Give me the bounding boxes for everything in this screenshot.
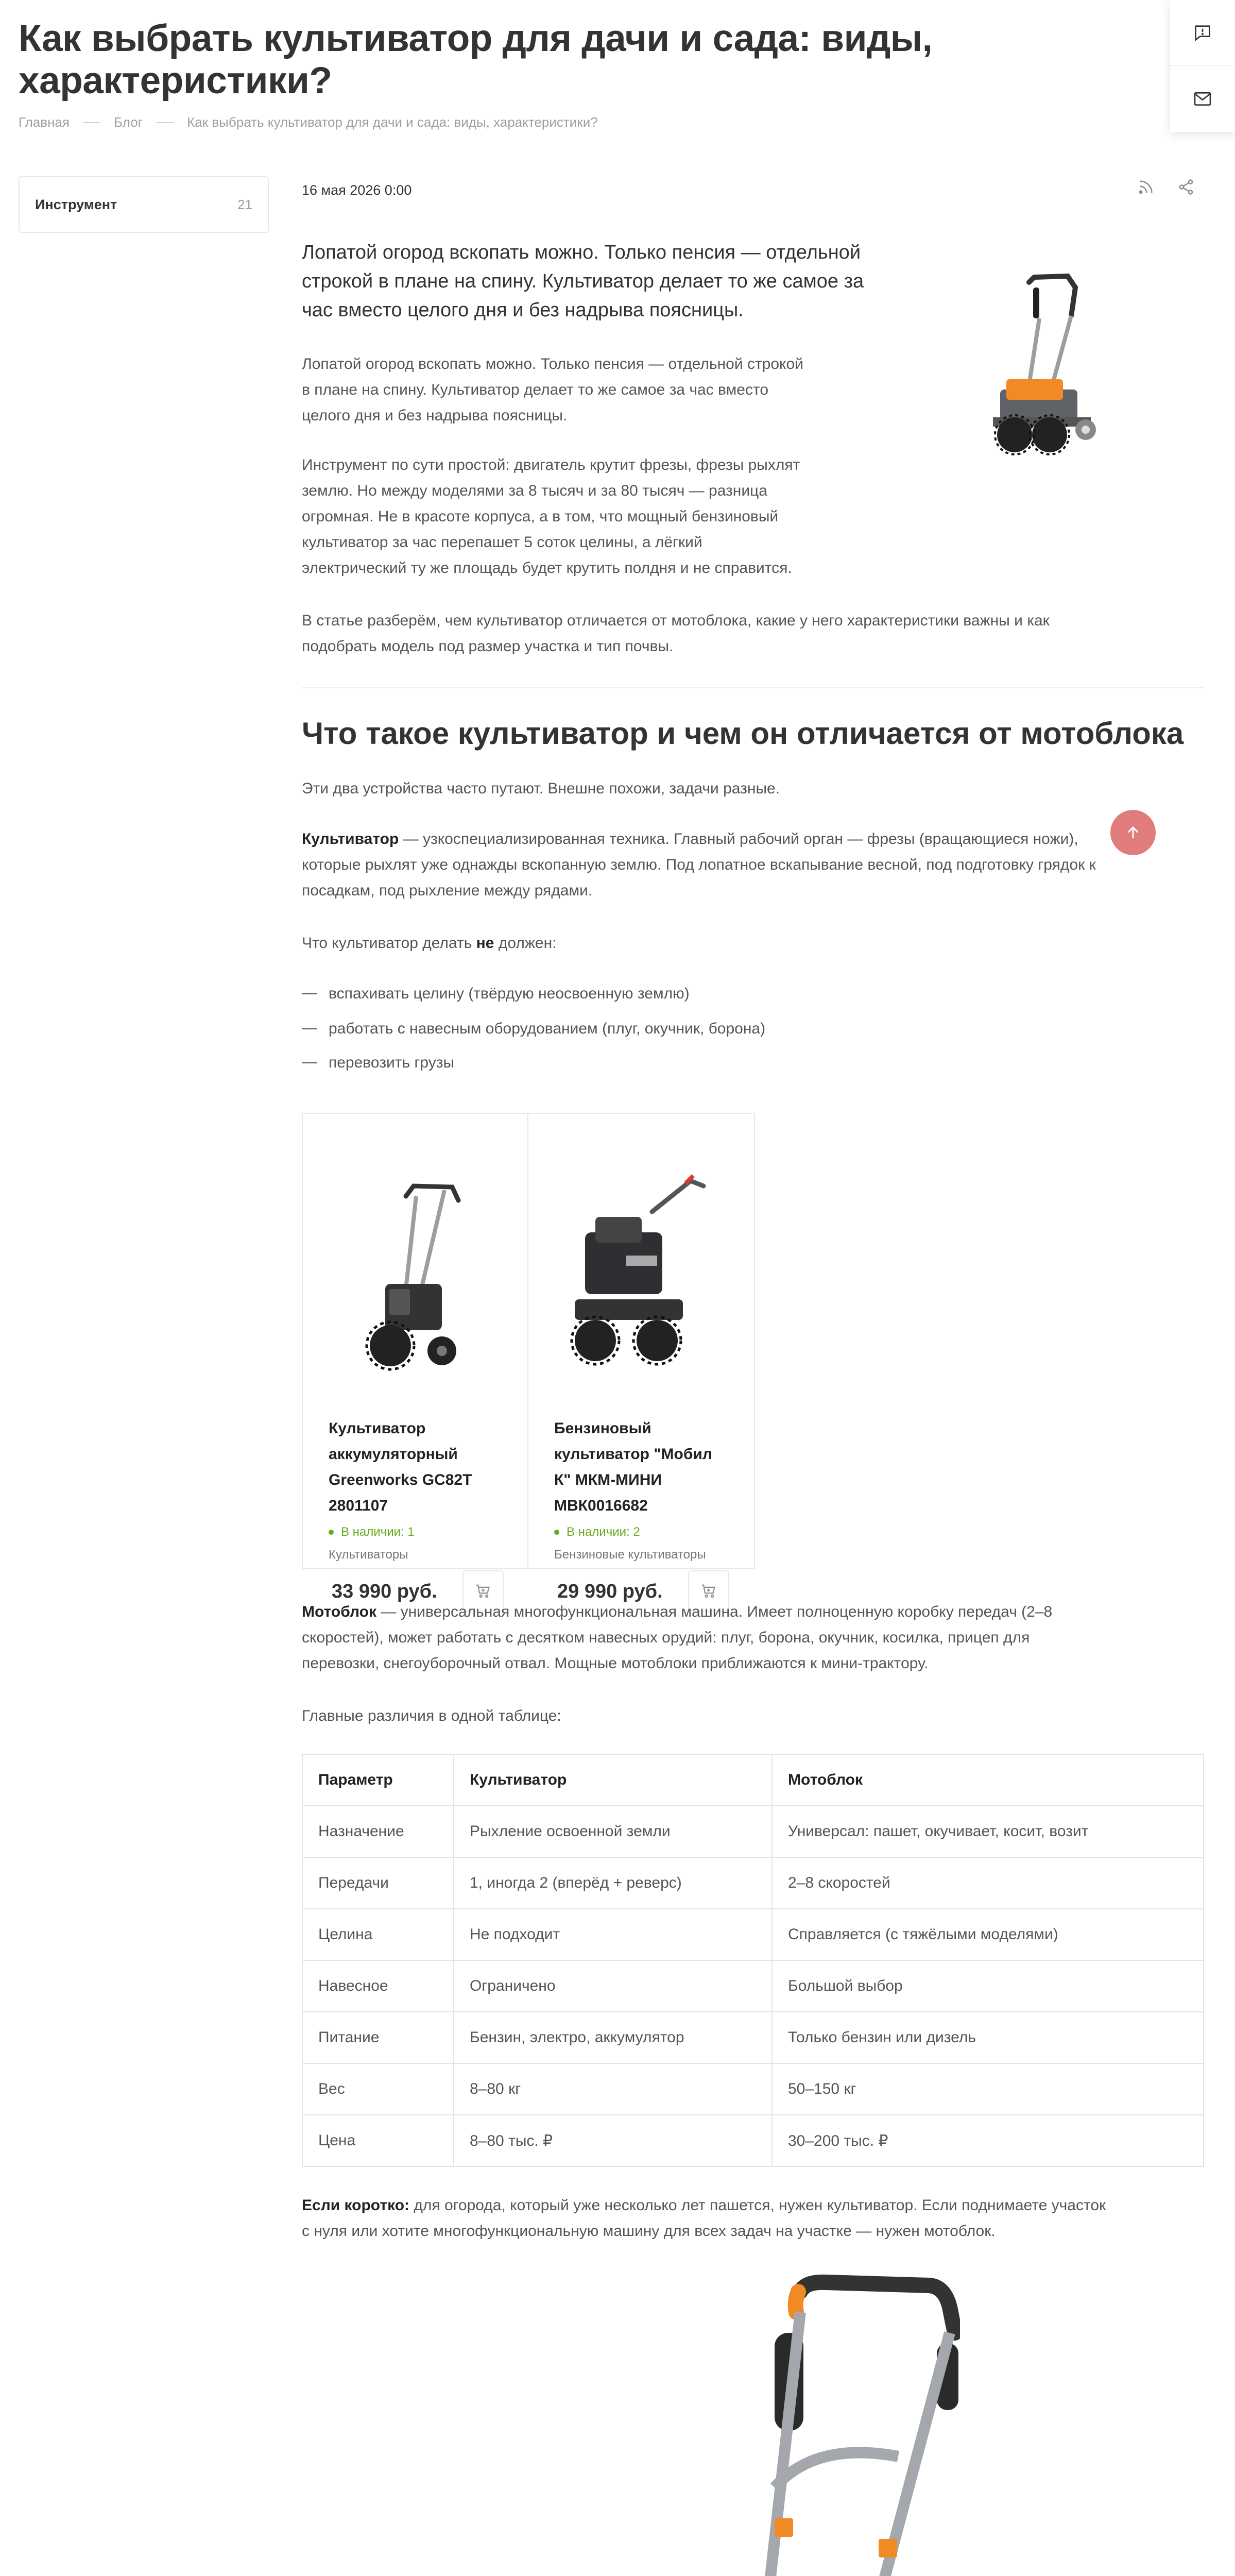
- stock-dot-icon: [554, 1530, 559, 1535]
- text-line: культиватор "Мобил: [554, 1446, 712, 1463]
- table-row: [302, 2115, 1204, 2166]
- text-line: в плане на спину. Культиватор делает то же самое за час вместо: [302, 381, 769, 398]
- text-line: посадкам, под рыхление между рядами.: [302, 882, 593, 899]
- table-cell: Ограничено: [454, 1960, 772, 2012]
- table-cell: 2–8 скоростей: [772, 1857, 1204, 1909]
- paragraph-article-plan: [302, 608, 1050, 659]
- product-category: Культиваторы: [329, 1548, 408, 1562]
- text-line: МВК0016682: [554, 1497, 648, 1514]
- sidebar-item-instrument[interactable]: [19, 176, 269, 233]
- table-row: [302, 1909, 1204, 1960]
- page-title: Как выбрать культиватор для дачи и сада: виды, характеристики?: [19, 18, 933, 101]
- mail-button[interactable]: [1170, 66, 1235, 132]
- text-line: с нуля или хотите многофункциональную машину для всех задач на участке — нужен мотоблок.: [302, 2223, 996, 2240]
- rss-icon: [1137, 178, 1155, 196]
- text-line: — узкоспециализированная техника. Главный рабочий орган — фрезы (вращающиеся ножи),: [399, 831, 1078, 848]
- list-item: [302, 985, 690, 1003]
- text-fragment: должен:: [494, 935, 557, 952]
- cultivator-large-image: [548, 2271, 960, 2576]
- text-line: культиватор за час перепашет 5 соток целины, а лёгкий: [302, 534, 702, 551]
- comparison-table: [302, 1754, 1204, 2167]
- table-cell: 1, иногда 2 (вперёд + реверс): [454, 1857, 772, 1909]
- article-date: 16 мая 2026 0:00: [302, 182, 412, 198]
- breadcrumb-home[interactable]: Главная: [19, 114, 70, 130]
- text-line: Бензиновый: [554, 1420, 651, 1437]
- list-item: [302, 1020, 765, 1038]
- product-card[interactable]: [303, 1114, 528, 1602]
- text-line: землю. Но между моделями за 8 тысяч и за 80 тысяч — разница: [302, 482, 767, 499]
- stock-status: [329, 1525, 415, 1539]
- text-line: которые рыхлят уже однажды вскопанную землю. Под лопатное вскапывание весной, под подготовку грядок к: [302, 856, 1096, 873]
- table-cell: 50–150 кг: [772, 2063, 1204, 2115]
- text-line: Greenworks GC82T: [329, 1471, 472, 1488]
- sidebar-item-count: 21: [237, 196, 252, 212]
- article-actions: [1137, 178, 1195, 198]
- paragraph-confusion: Эти два устройства часто путают. Внешне похожи, задачи разные.: [302, 780, 780, 797]
- share-button[interactable]: [1177, 178, 1195, 198]
- section-heading-difference: Что такое культиватор и чем он отличается от мотоблока: [302, 716, 1184, 751]
- intro-paragraph: [302, 351, 803, 429]
- table-cell: Целина: [302, 1909, 454, 1960]
- table-cell: 30–200 тыс. ₽: [772, 2115, 1204, 2166]
- product-name[interactable]: [329, 1416, 514, 1519]
- breadcrumb: [19, 114, 598, 130]
- text-line: — универсальная многофункциональная машина. Имеет полноценную коробку передач (2–8: [376, 1603, 1053, 1620]
- mail-icon: [1192, 89, 1213, 109]
- article-lead: Лопатой огород вскопать можно. Только пенсия — отдельной строкой в плане на спину. Культиватор делает то же самое за час вместо целого дня и без надрыва поясницы.: [302, 242, 864, 321]
- text-line: перевозки, снегоуборочный отвал. Мощные мотоблоки приближаются к мини-трактору.: [302, 1655, 929, 1672]
- stock-dot-icon: [329, 1530, 334, 1535]
- table-cell: Цена: [302, 2115, 454, 2166]
- text-line: скоростей), может работать с десятком навесных орудий: плуг, борона, окучник, косилка, прицеп для: [302, 1629, 1030, 1646]
- summary-term: Если коротко:: [302, 2197, 410, 2214]
- list-item-text: вспахивать целину (твёрдую неосвоенную землю): [329, 985, 690, 1002]
- share-icon: [1177, 178, 1195, 196]
- table-header-row: [302, 1754, 1204, 1806]
- table-cell: Передачи: [302, 1857, 454, 1909]
- text-line: Лопатой огород вскопать можно. Только пенсия — отдельной строкой: [302, 355, 803, 372]
- table-header-cell: Мотоблок: [772, 1754, 1204, 1806]
- paragraph-motoblock-definition: [302, 1599, 1052, 1676]
- table-cell: Большой выбор: [772, 1960, 1204, 2012]
- table-cell: Питание: [302, 2012, 454, 2063]
- table-row: [302, 2063, 1204, 2115]
- text-line: электрический ту же площадь будет крутить полдня и не справится.: [302, 560, 792, 577]
- term-motoblock: Мотоблок: [302, 1603, 376, 1620]
- text-fragment: Что культиватор делать: [302, 935, 476, 952]
- table-row: [302, 1806, 1204, 1857]
- text-line: К" МКМ-МИНИ: [554, 1471, 662, 1488]
- product-card[interactable]: [528, 1114, 754, 1602]
- product-image[interactable]: [554, 1134, 729, 1402]
- product-image[interactable]: [329, 1134, 504, 1402]
- list-item-text: перевозить грузы: [329, 1054, 455, 1071]
- paragraph-engine: [302, 452, 800, 581]
- product-price: 29 990 руб.: [557, 1581, 663, 1602]
- text-line: Инструмент по сути простой: двигатель крутит фрезы, фрезы рыхлят: [302, 456, 800, 473]
- table-cell: Универсал: пашет, окучивает, косит, возит: [772, 1806, 1204, 1857]
- product-cards: [302, 1113, 755, 1602]
- text-line: Культиватор: [329, 1420, 426, 1437]
- text-line: для огорода, который уже несколько лет пашется, нужен культиватор. Если поднимаете участок: [409, 2197, 1106, 2214]
- cart-icon: [700, 1582, 717, 1600]
- dash-bullet-icon: [302, 1028, 317, 1029]
- paragraph-cultivator-definition: [302, 826, 1096, 904]
- table-cell: Справляется (с тяжёлыми моделями): [772, 1909, 1204, 1960]
- dash-bullet-icon: [302, 993, 317, 994]
- table-cell: Бензин, электро, аккумулятор: [454, 2012, 772, 2063]
- table-cell: Рыхление освоенной земли: [454, 1806, 772, 1857]
- paragraph-table-intro: Главные различия в одной таблице:: [302, 1707, 561, 1724]
- table-cell: 8–80 тыс. ₽: [454, 2115, 772, 2166]
- list-item-text: работать с навесным оборудованием (плуг, окучник, борона): [329, 1020, 766, 1037]
- text-line: огромная. Не в красоте корпуса, а в том, что мощный бензиновый: [302, 508, 779, 525]
- product-name[interactable]: [554, 1416, 740, 1519]
- product-category: Бензиновые культиваторы: [554, 1548, 706, 1562]
- table-cell: Только бензин или дизель: [772, 2012, 1204, 2063]
- text-line: подобрать модель под размер участка и тип почвы.: [302, 638, 674, 655]
- text-line: 2801107: [329, 1497, 388, 1514]
- stock-text: В наличии: 2: [567, 1525, 640, 1539]
- breadcrumb-separator: [83, 122, 100, 123]
- section-divider: [302, 687, 1204, 688]
- chat-button[interactable]: [1170, 0, 1235, 66]
- table-cell: Навесное: [302, 1960, 454, 2012]
- breadcrumb-separator: [156, 122, 174, 123]
- text-line: целого дня и без надрыва поясницы.: [302, 407, 568, 424]
- dash-bullet-icon: [302, 1062, 317, 1063]
- table-header-cell: Культиватор: [454, 1754, 772, 1806]
- arrow-up-icon: [1124, 824, 1142, 841]
- product-price: 33 990 руб.: [332, 1581, 437, 1602]
- scroll-to-top-button[interactable]: [1110, 810, 1156, 855]
- cart-icon: [474, 1582, 492, 1600]
- breadcrumb-blog[interactable]: Блог: [113, 114, 143, 130]
- rss-button[interactable]: [1137, 178, 1155, 198]
- chat-icon: [1192, 23, 1213, 43]
- stock-text: В наличии: 1: [341, 1525, 415, 1539]
- paragraph-should-not: [302, 930, 557, 956]
- floating-contact-panel: [1170, 0, 1235, 132]
- table-row: [302, 1960, 1204, 2012]
- cultivator-thumbnail-image: [957, 267, 1106, 473]
- stock-status: [554, 1525, 640, 1539]
- list-item: [302, 1054, 454, 1072]
- table-header-cell: Параметр: [302, 1754, 454, 1806]
- breadcrumb-current: Как выбрать культиватор для дачи и сада: виды, характеристики?: [187, 114, 598, 130]
- text-emphasis: не: [476, 935, 494, 952]
- table-cell: 8–80 кг: [454, 2063, 772, 2115]
- table-cell: Вес: [302, 2063, 454, 2115]
- table-row: [302, 2012, 1204, 2063]
- text-line: В статье разберём, чем культиватор отличается от мотоблока, какие у него характеристики важны и как: [302, 612, 1050, 629]
- term-cultivator: Культиватор: [302, 831, 399, 848]
- table-cell: Назначение: [302, 1806, 454, 1857]
- text-line: аккумуляторный: [329, 1446, 458, 1463]
- table-row: [302, 1857, 1204, 1909]
- table-cell: Не подходит: [454, 1909, 772, 1960]
- paragraph-summary: [302, 2193, 1106, 2244]
- sidebar-item-label: Инструмент: [35, 196, 117, 212]
